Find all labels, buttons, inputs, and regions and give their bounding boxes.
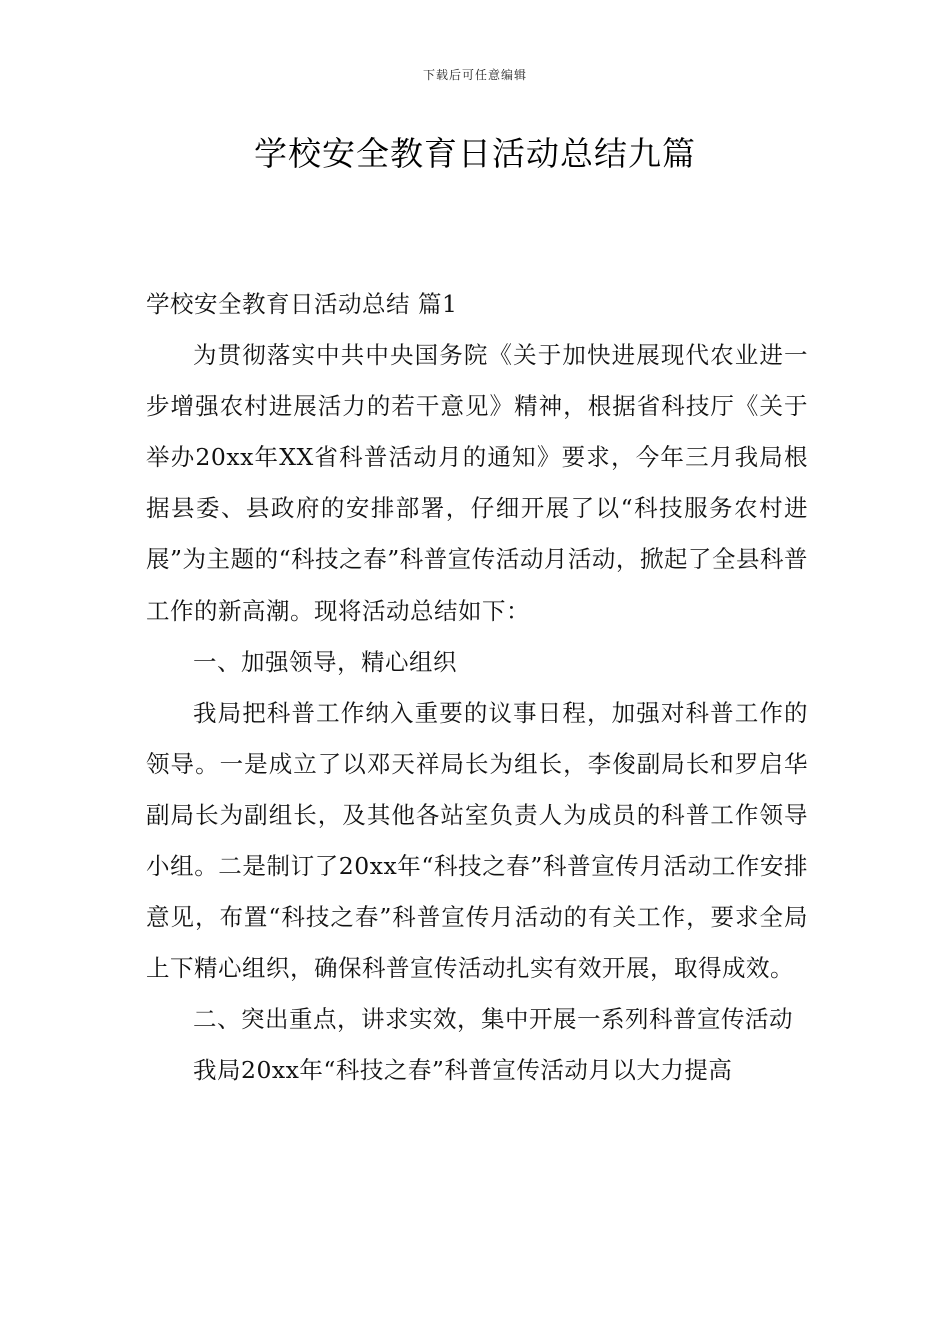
paragraph: 我局把科普工作纳入重要的议事日程，加强对科普工作的领导。一是成立了以邓天祥局长为组长，李俊副局长和罗启华副局长为副组长，及其他各站室负责人为成员的科普工作领导小组。二是制订了20xx年“科技之春”科普宣传月活动工作安排意见，布置“科技之春”科普宣传月活动的有关工作，要求全局上下精心组织，确保科普宣传活动扎实有效开展，取得成效。 <box>146 698 808 983</box>
document-title: 学校安全教育日活动总结九篇 <box>254 134 696 173</box>
subheading: 一、加强领导，精心组织 <box>193 647 457 676</box>
document-body <box>146 279 808 1097</box>
header-note: 下载后可任意编辑 <box>422 68 527 82</box>
subheading: 二、突出重点，讲求实效，集中开展一系列科普宣传活动 <box>193 1005 793 1034</box>
paragraph: 为贯彻落实中共中央国务院《关于加快进展现代农业进一步增强农村进展活力的若干意见》精神，根据省科技厅《关于举办20xx年XX省科普活动月的通知》要求，今年三月我局根据县委、县政府的安排部署，仔细开展了以“科技服务农村进展”为主题的“科技之春”科普宣传活动月活动，掀起了全县科普工作的新高潮。现将活动总结如下： <box>146 341 808 625</box>
paragraph: 我局20xx年“科技之春”科普宣传活动月以大力提高 <box>193 1056 733 1085</box>
section-heading: 学校安全教育日活动总结 篇1 <box>146 290 458 318</box>
